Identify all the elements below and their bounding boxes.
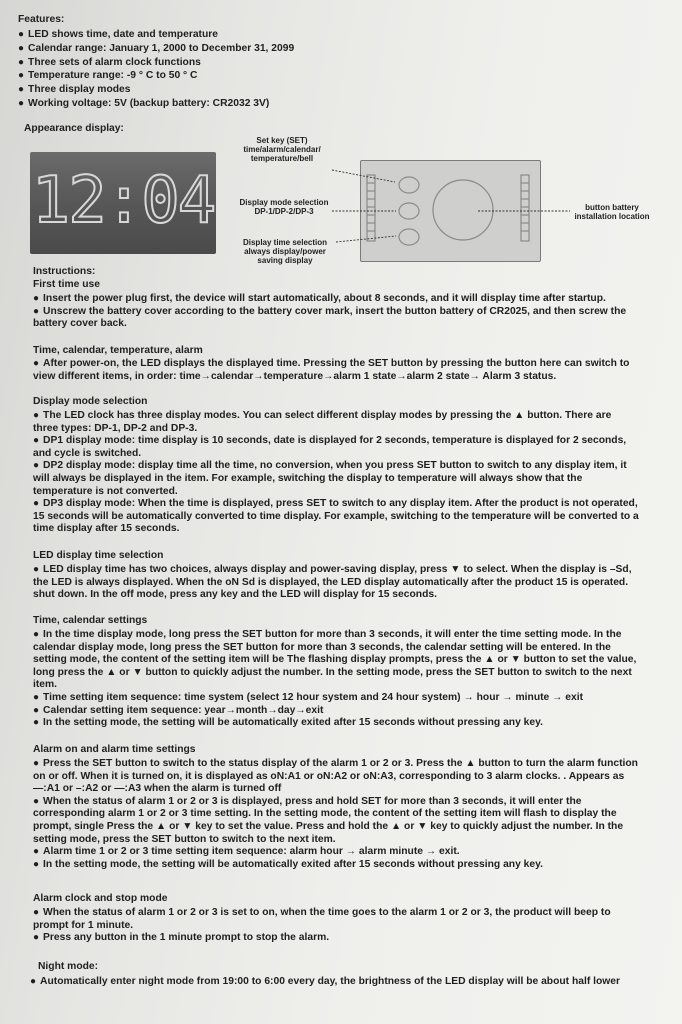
feature-item: ● Calendar range: January 1, 2000 to December 31, 2099 (18, 42, 294, 55)
tcs-title: Time, calendar settings (33, 615, 148, 626)
dms-title: Display mode selection (33, 396, 148, 407)
clock-digits: 12:04 (31, 164, 215, 238)
feature-item: ● Working voltage: 5V (backup battery: CR2032 3V) (18, 97, 269, 110)
display-mode-label: Display mode selection DP-1/DP-2/DP-3 (239, 198, 329, 216)
stop-text: ● When the status of alarm 1 or 2 or 3 is set to on, when the time goes to the alarm 1 or 2 or 3, the product will beep to prompt for 1 minute. ● Press any button in the 1 minute prompt to stop the alarm. (33, 907, 663, 945)
first-use-title: First time use (33, 279, 100, 290)
feature-item: ● LED shows time, date and temperature (18, 28, 218, 41)
alarm-text: ● Press the SET button to switch to the status display of the alarm 1 or 2 or 3. Press the ▲ button to turn the alarm function on or off. When it is turned on, it is displayed as oN:A1 or oN:A2 or oN:A3, corresponding to 3 alarm clocks. . Appears as —:A1 or –:A2 or —:A3 when the alarm is turned off ● When the status of alarm 1 or 2 or 3 is displayed, press and hold SET for more than 3 seconds, it will enter the corresponding alarm 1 or 2 or 3 time setting. In the setting mode, the content of the setting item will flash to display the prompt, single Press the ▲ or ▼ key to set the value. Press and hold the ▲ or ▼ key to quickly adjust the number. In the setting mode, press the SET button to switch to the next item. ● Alarm time 1 or 2 or 3 time setting item sequence: alarm hour → alarm minute → exit. ● In the setting mode, the setting will be automatically exited after 15 seconds without pressing any key. (33, 758, 663, 871)
stop-title: Alarm clock and stop mode (33, 893, 168, 904)
alarm-title: Alarm on and alarm time settings (33, 744, 196, 755)
tcs-text: ● In the time display mode, long press the SET button for more than 3 seconds, it will enter the time setting mode. In the calendar display mode, long press the SET button for more than 3 seconds, the calendar setting will be entered. In the setting mode, the content of the setting item will be The flashing display prompts, press the ▲ or ▼ button to set the value, long press the ▲ or ▼ button to quickly adjust the number. In the setting mode, press the SET button to switch to the next item. ● Time setting item sequence: time system (select 12 hour system and 24 hour system) → hour → minute → exit ● Calendar setting item sequence: year→month→day→exit ● In the setting mode, the setting will be automatically exited after 15 seconds without pressing any key. (33, 629, 663, 730)
feature-item: ● Three sets of alarm clock functions (18, 56, 201, 69)
ledtime-title: LED display time selection (33, 550, 164, 561)
dms-text: ● The LED clock has three display modes. You can select different display modes by pressing the ▲ button. There are three types: DP-1, DP-2 and DP-3. ● DP1 display mode: time display is 10 seconds, date is displayed for 2 seconds, temperature is displayed for 2 seconds, and cycle is switched. ● DP2 display mode: display time all the time, no conversion, when you press SET button to switch to any display item, it will always be displayed in the item. For example, switching the display to temperature will always show that the temperature is not converted. ● DP3 display mode: When the time is displayed, press SET to switch to any display item. After the product is not operated, 15 seconds will be automatically converted to time display. For example, switching to the temperature will be converted to a time display after 15 seconds. (33, 410, 663, 536)
first-use-text: ● Insert the power plug first, the device will start automatically, about 8 seconds, and it will display time after startup. ● Unscrew the battery cover according to the battery cover mark, insert the button battery of CR2025, and then screw the battery cover back. (33, 293, 663, 331)
night-title: Night mode: (38, 961, 99, 972)
feature-item: ● Temperature range: -9 ° C to 50 ° C (18, 69, 197, 82)
set-key-label: Set key (SET) time/alarm/calendar/ temperature/bell (243, 136, 321, 163)
tcta-title: Time, calendar, temperature, alarm (33, 345, 203, 356)
instructions-title: Instructions: (33, 266, 96, 277)
battery-label: button battery installation location (574, 203, 650, 221)
features-title: Features: (18, 14, 65, 25)
appearance-title: Appearance display: (24, 123, 124, 134)
night-text: ● Automatically enter night mode from 19:00 to 6:00 every day, the brightness of the LED display will be about half lower (30, 976, 660, 989)
display-time-label: Display time selection always display/power saving display (242, 238, 328, 265)
ledtime-text: ● LED display time has two choices, always display and power-saving display, press ▼ to select. When the display is –Sd, the LED is always displayed. When the oN Sd is displayed, the LED display automatically after the product 15 is operated. shut down. In the off mode, press any key and the LED will display for 15 seconds. (33, 564, 663, 602)
feature-item: ● Three display modes (18, 83, 130, 96)
tcta-text: ● After power-on, the LED displays the displayed time. Pressing the SET button by pressing the button here can switch to view different items, in order: time→calendar→temperature→alarm 1 state→alarm 2 state→ Alarm 3 status. (33, 358, 663, 383)
